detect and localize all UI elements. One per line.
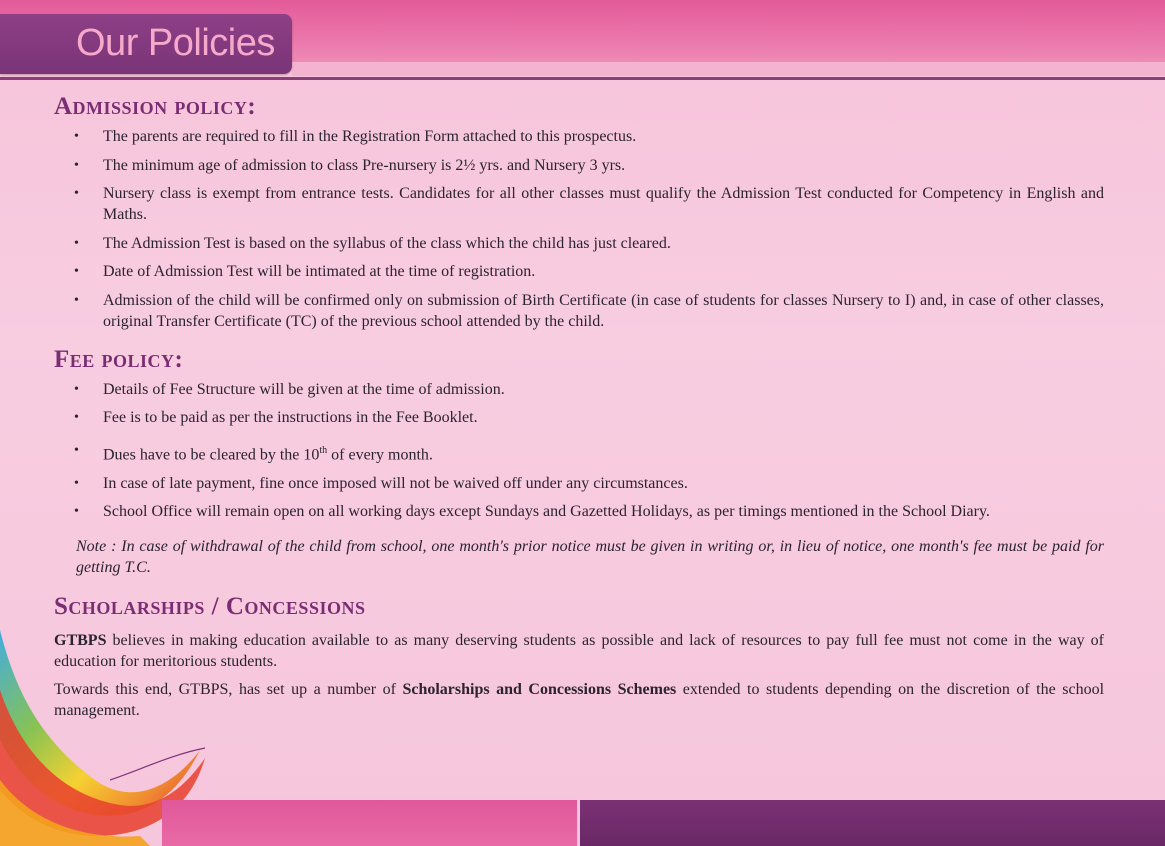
admission-list [54,126,1104,332]
list-item: • In case of late payment, fine once imposed will not be waived off under any circumstances. [54,473,1104,494]
withdrawal-note: Note : In case of withdrawal of the child from school, one month's prior notice must be given in writing or, in lieu of notice, one month's fee must be paid for getting T.C. [76,538,1104,577]
list-item: • Details of Fee Structure will be given at the time of admission. [54,379,1104,400]
list-item: • The Admission Test is based on the syllabus of the class which the child has just cleared. [54,233,1104,254]
list-item: • The parents are required to fill in the Registration Form attached to this prospectus. [54,126,1104,147]
list-item: • The minimum age of admission to class Pre-nursery is 2½ yrs. and Nursery 3 yrs. [54,155,1104,176]
list-item: • Fee is to be paid as per the instructions in the Fee Booklet. [54,407,1104,428]
list-item: • School Office will remain open on all working days except Sundays and Gazetted Holidays, as per timings mentioned in the School Diary. [54,501,1104,522]
dues-superscript: th [319,445,328,456]
footer-band-pink [162,800,577,846]
dues-text-before: Dues have to be cleared by the 10 [103,446,320,464]
paragraph-2-before: Towards this end, GTBPS, has set up a number of [54,681,403,699]
scholarships-heading: Scholarships / Concessions [54,593,366,621]
list-item [54,440,1104,465]
dues-text-after: of every month. [327,446,433,464]
paragraph-2-after: extended to students depending on the discretion of the school management. [54,681,1105,720]
list-item: • Admission of the child will be confirmed only on submission of Birth Certificate (in case of students for classes Nursery to I) and, in case of other classes, original Transfer Certificate (TC) of the previous school attended by the child. [54,290,1104,332]
header-band-light [292,62,1165,76]
fee-section [54,345,1104,579]
school-name: GTBPS [54,632,107,650]
footer-band-purple [580,800,1165,846]
header-rule [0,77,1165,80]
list-item: • Date of Admission Test will be intimated at the time of registration. [54,261,1104,282]
page-title: Our Policies [76,22,275,64]
paragraph-1-text: believes in making education available to as many deserving students as possible and lack of resources to pay full fee must not come in the way of education for meritorious students. [54,632,1104,671]
fee-list [54,379,1104,523]
admission-section [54,92,1104,332]
admission-heading: Admission policy: [54,93,257,120]
list-item: • Nursery class is exempt from entrance tests. Candidates for all other classes must qualify the Admission Test conducted for Competency in English and Maths. [54,183,1104,225]
fee-heading: Fee policy: [54,345,184,373]
schemes-name: Scholarships and Concessions Schemes [402,681,677,699]
